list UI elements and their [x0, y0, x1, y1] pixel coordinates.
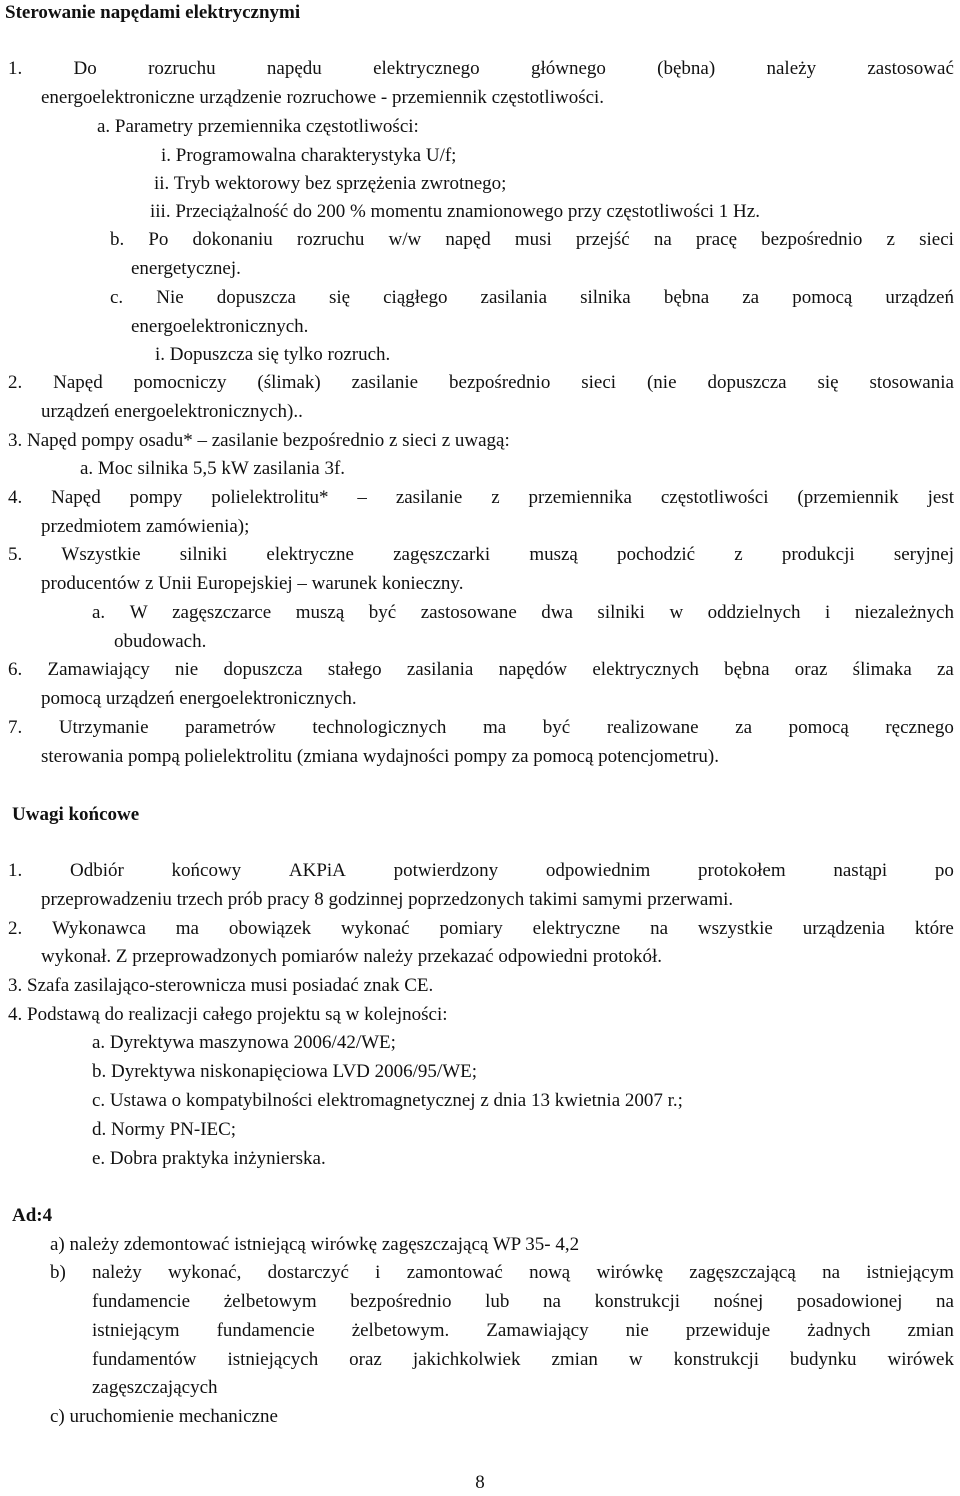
word: po [934, 860, 954, 881]
word: (przemiennik [797, 487, 899, 508]
word: konstrukcji [673, 1349, 760, 1370]
word: pochodzić [617, 544, 696, 565]
word: istniejących [227, 1349, 319, 1370]
list-item-3: 3. Napęd pompy osadu* – zasilanie bezpośrednio z sieci z uwagą: [8, 430, 510, 451]
word: zasilania [480, 287, 548, 308]
word: Nie [156, 287, 184, 308]
ad4-item-b-line1 [50, 1262, 954, 1284]
word: oddzielnych [707, 602, 801, 623]
word: realizowane [606, 717, 699, 738]
word: posadowionej [796, 1291, 903, 1312]
word: dostarczyć [267, 1262, 349, 1283]
word: muszą [529, 544, 578, 565]
list-item-7-line2: sterowania pompą polielektrolitu (zmiana wydajności pompy za pomocą potencjometru). [41, 746, 719, 767]
word: zagęszczającą [689, 1262, 796, 1283]
word: silniki [179, 544, 228, 565]
word: zamontować [406, 1262, 503, 1283]
ad4-item-b-line2 [92, 1291, 954, 1313]
word: oraz [794, 659, 828, 680]
list-item-2-line1 [8, 372, 954, 394]
list-item-1c-i: i. Dopuszcza się tylko rozruch. [155, 344, 391, 365]
word: produkcji [781, 544, 855, 565]
word: pomocniczy [133, 372, 227, 393]
word: zmian [907, 1320, 954, 1341]
ad4-item-a: a) należy zdemontować istniejącą wirówkę zagęszczającą WP 35- 4,2 [50, 1234, 580, 1255]
word: – [357, 487, 367, 508]
word: W [129, 602, 148, 623]
word: bezpośrednio [761, 229, 863, 250]
word: 2. [8, 372, 23, 393]
word: (ślimak) [257, 372, 321, 393]
word: jakichkolwiek [412, 1349, 521, 1370]
word: zastosowane [420, 602, 517, 623]
word: Zamawiający [486, 1320, 589, 1341]
word: dopuszcza [216, 287, 296, 308]
word: pompy [129, 487, 183, 508]
word: żelbetowym [223, 1291, 317, 1312]
word: z [886, 229, 895, 250]
ad4-item-b-line5: zagęszczających [92, 1377, 218, 1398]
ad4-item-b-line4 [92, 1349, 954, 1371]
word: i [825, 602, 831, 623]
list-item-1-line1 [8, 58, 954, 80]
word: jest [927, 487, 954, 508]
word: napędu [266, 58, 322, 79]
word: stosowania [869, 372, 954, 393]
word: 4. [8, 487, 23, 508]
word: zagęszczarce [172, 602, 272, 623]
word: napęd [445, 229, 491, 250]
list-item-1a-iii: iii. Przeciążalność do 200 % momentu znamionowego przy częstotliwości 1 Hz. [150, 201, 760, 222]
word: końcowy [171, 860, 242, 881]
section-heading-ad4: Ad:4 [12, 1205, 53, 1226]
word: żelbetowym. [351, 1320, 450, 1341]
list-item-1b-line2: energetycznej. [131, 258, 241, 279]
word: Po [148, 229, 169, 250]
word: zasilania [406, 659, 474, 680]
word: odpowiednim [545, 860, 651, 881]
list-item-6-line2: pomocą urządzeń energoelektronicznych. [41, 688, 357, 709]
word: 1. [8, 860, 23, 881]
word: Utrzymanie [58, 717, 149, 738]
word: Wszystkie [61, 544, 141, 565]
word: zasilanie [351, 372, 419, 393]
remark-2-line1 [8, 918, 954, 940]
remark-3: 3. Szafa zasilająco-sterownicza musi posiadać znak CE. [8, 975, 434, 996]
list-item-5-line2: producentów z Unii Europejskiej – warunek konieczny. [41, 573, 464, 594]
word: na [650, 918, 669, 939]
list-item-3a: a. Moc silnika 5,5 kW zasilania 3f. [80, 458, 346, 479]
word: bezpośrednio [350, 1291, 452, 1312]
word: wirówek [887, 1349, 954, 1370]
word: budynku [790, 1349, 857, 1370]
remark-4a: a. Dyrektywa maszynowa 2006/42/WE; [92, 1032, 396, 1053]
word: się [328, 287, 351, 308]
word: przejść [575, 229, 630, 250]
word: 6. [8, 659, 23, 680]
list-item-5a-line1 [92, 602, 954, 624]
word: wykonać, [168, 1262, 242, 1283]
word: wykonać [341, 918, 410, 939]
word: ma [483, 717, 507, 738]
word: istniejącym [866, 1262, 954, 1283]
word: musi [514, 229, 552, 250]
word: elektrycznego [373, 58, 480, 79]
word: dokonaniu [192, 229, 273, 250]
word: pomocą [788, 717, 849, 738]
word: sieci [919, 229, 954, 250]
word: częstotliwości [660, 487, 769, 508]
word: zasilanie [395, 487, 463, 508]
word: dopuszcza [223, 659, 303, 680]
word: dwa [541, 602, 573, 623]
page-number: 8 [475, 1472, 485, 1493]
word: technologicznych [312, 717, 447, 738]
word: Do [73, 58, 97, 79]
word: nastąpi [833, 860, 888, 881]
word: niezależnych [854, 602, 954, 623]
word: za [735, 717, 753, 738]
list-item-7-line1 [8, 717, 954, 739]
list-item-1c-line1 [110, 287, 954, 309]
word: urządzeń [885, 287, 954, 308]
word: (bębna) [657, 58, 716, 79]
word: wirówkę [596, 1262, 663, 1283]
word: ręcznego [885, 717, 954, 738]
word: protokołem [698, 860, 786, 881]
word: b) [50, 1262, 66, 1283]
remark-4: 4. Podstawą do realizacji całego projektu są w kolejności: [8, 1004, 448, 1025]
word: stałego [327, 659, 382, 680]
word: na [822, 1262, 841, 1283]
word: sieci [581, 372, 617, 393]
section-heading-final-remarks: Uwagi końcowe [12, 804, 140, 825]
word: rozruchu [148, 58, 216, 79]
word: silnika [580, 287, 631, 308]
word: c. [110, 287, 124, 308]
word: ślimaka [852, 659, 912, 680]
word: (nie [646, 372, 677, 393]
word: na [543, 1291, 561, 1312]
word: przewiduje [685, 1320, 771, 1341]
word: 7. [8, 717, 23, 738]
word: oraz [349, 1349, 382, 1370]
word: na [653, 229, 672, 250]
word: Zamawiający [47, 659, 150, 680]
list-item-4-line2: przedmiotem zamówienia); [41, 516, 250, 537]
ad4-item-c: c) uruchomienie mechaniczne [50, 1406, 278, 1427]
word: się [817, 372, 839, 393]
word: należy [766, 58, 817, 79]
word: i [375, 1262, 381, 1283]
word: a. [92, 602, 106, 623]
word: zastosować [867, 58, 954, 79]
word: lub [485, 1291, 510, 1312]
word: istniejącym [92, 1320, 180, 1341]
list-item-1c-line2: energoelektronicznych. [131, 316, 309, 337]
word: należy [92, 1262, 142, 1283]
word: dopuszcza [707, 372, 787, 393]
word: w [669, 602, 684, 623]
word: za [742, 287, 760, 308]
word: ma [175, 918, 199, 939]
word: głównego [530, 58, 606, 79]
remark-2-line2: wykonał. Z przeprowadzonych pomiarów należy przekazać odpowiedni protokół. [41, 946, 662, 967]
ad4-item-b-line3 [92, 1320, 954, 1342]
remark-1-line1 [8, 860, 954, 882]
word: nie [625, 1320, 649, 1341]
word: z [734, 544, 743, 565]
word: nową [529, 1262, 571, 1283]
word: 5. [8, 544, 23, 565]
list-item-4-line1 [8, 487, 954, 509]
word: bębna [663, 287, 710, 308]
word: nie [175, 659, 199, 680]
word: Napęd [51, 487, 101, 508]
word: w/w [388, 229, 422, 250]
word: fundamencie [216, 1320, 315, 1341]
word: AKPiA [288, 860, 346, 881]
word: bezpośrednio [449, 372, 551, 393]
word: żadnych [807, 1320, 871, 1341]
word: zagęszczarki [393, 544, 491, 565]
word: przemiennika [528, 487, 632, 508]
word: które [914, 918, 954, 939]
word: polielektrolitu* [211, 487, 329, 508]
word: parametrów [185, 717, 276, 738]
list-item-2-line2: urządzeń energoelektronicznych).. [41, 401, 303, 422]
word: b. [110, 229, 125, 250]
word: pracę [695, 229, 738, 250]
word: obowiązek [228, 918, 312, 939]
remark-4c: c. Ustawa o kompatybilności elektromagnetycznej z dnia 13 kwietnia 2007 r.; [92, 1090, 683, 1111]
word: silniki [597, 602, 645, 623]
word: elektryczne [266, 544, 354, 565]
word: nośnej [713, 1291, 764, 1312]
list-item-5a-line2: obudowach. [114, 631, 207, 652]
remark-4b: b. Dyrektywa niskonapięciowa LVD 2006/95/WE; [92, 1061, 478, 1082]
word: Wykonawca [52, 918, 146, 939]
word: Napęd [53, 372, 103, 393]
word: fundamentów [92, 1349, 197, 1370]
remark-4e: e. Dobra praktyka inżynierska. [92, 1148, 326, 1169]
word: konstrukcji [594, 1291, 681, 1312]
word: elektryczne [532, 918, 621, 939]
word: 1. [8, 58, 23, 79]
word: 2. [8, 918, 23, 939]
word: pomiary [439, 918, 503, 939]
word: wszystkie [697, 918, 773, 939]
word: pomocą [792, 287, 853, 308]
word: Odbiór [69, 860, 124, 881]
list-item-1b-line1 [110, 229, 954, 251]
list-item-1a-ii: ii. Tryb wektorowy bez sprzężenia zwrotnego; [154, 173, 507, 194]
word: być [542, 717, 571, 738]
list-item-5-line1 [8, 544, 954, 566]
word: muszą [295, 602, 345, 623]
remark-1-line2: przeprowadzeniu trzech prób pracy 8 godzinnej poprzedzonych takimi samymi przerwami. [41, 889, 734, 910]
word: za [937, 659, 954, 680]
word: na [936, 1291, 954, 1312]
list-item-1a-i: i. Programowalna charakterystyka U/f; [161, 145, 457, 166]
word: zmian [551, 1349, 598, 1370]
word: potwierdzony [393, 860, 499, 881]
word: urządzenia [802, 918, 885, 939]
word: fundamencie [92, 1291, 191, 1312]
word: bębna [724, 659, 770, 680]
word: być [368, 602, 397, 623]
word: rozruchu [296, 229, 365, 250]
word: seryjnej [893, 544, 954, 565]
word: ciągłego [383, 287, 448, 308]
remark-4d: d. Normy PN-IEC; [92, 1119, 237, 1140]
word: elektrycznych [592, 659, 699, 680]
list-item-1a: a. Parametry przemiennika częstotliwości: [97, 116, 419, 137]
word: napędów [498, 659, 568, 680]
word: w [628, 1349, 643, 1370]
list-item-1-line2: energoelektroniczne urządzenie rozruchowe - przemiennik częstotliwości. [41, 87, 605, 108]
page-title: Sterowanie napędami elektrycznymi [5, 2, 301, 23]
word: z [491, 487, 500, 508]
list-item-6-line1 [8, 659, 954, 681]
